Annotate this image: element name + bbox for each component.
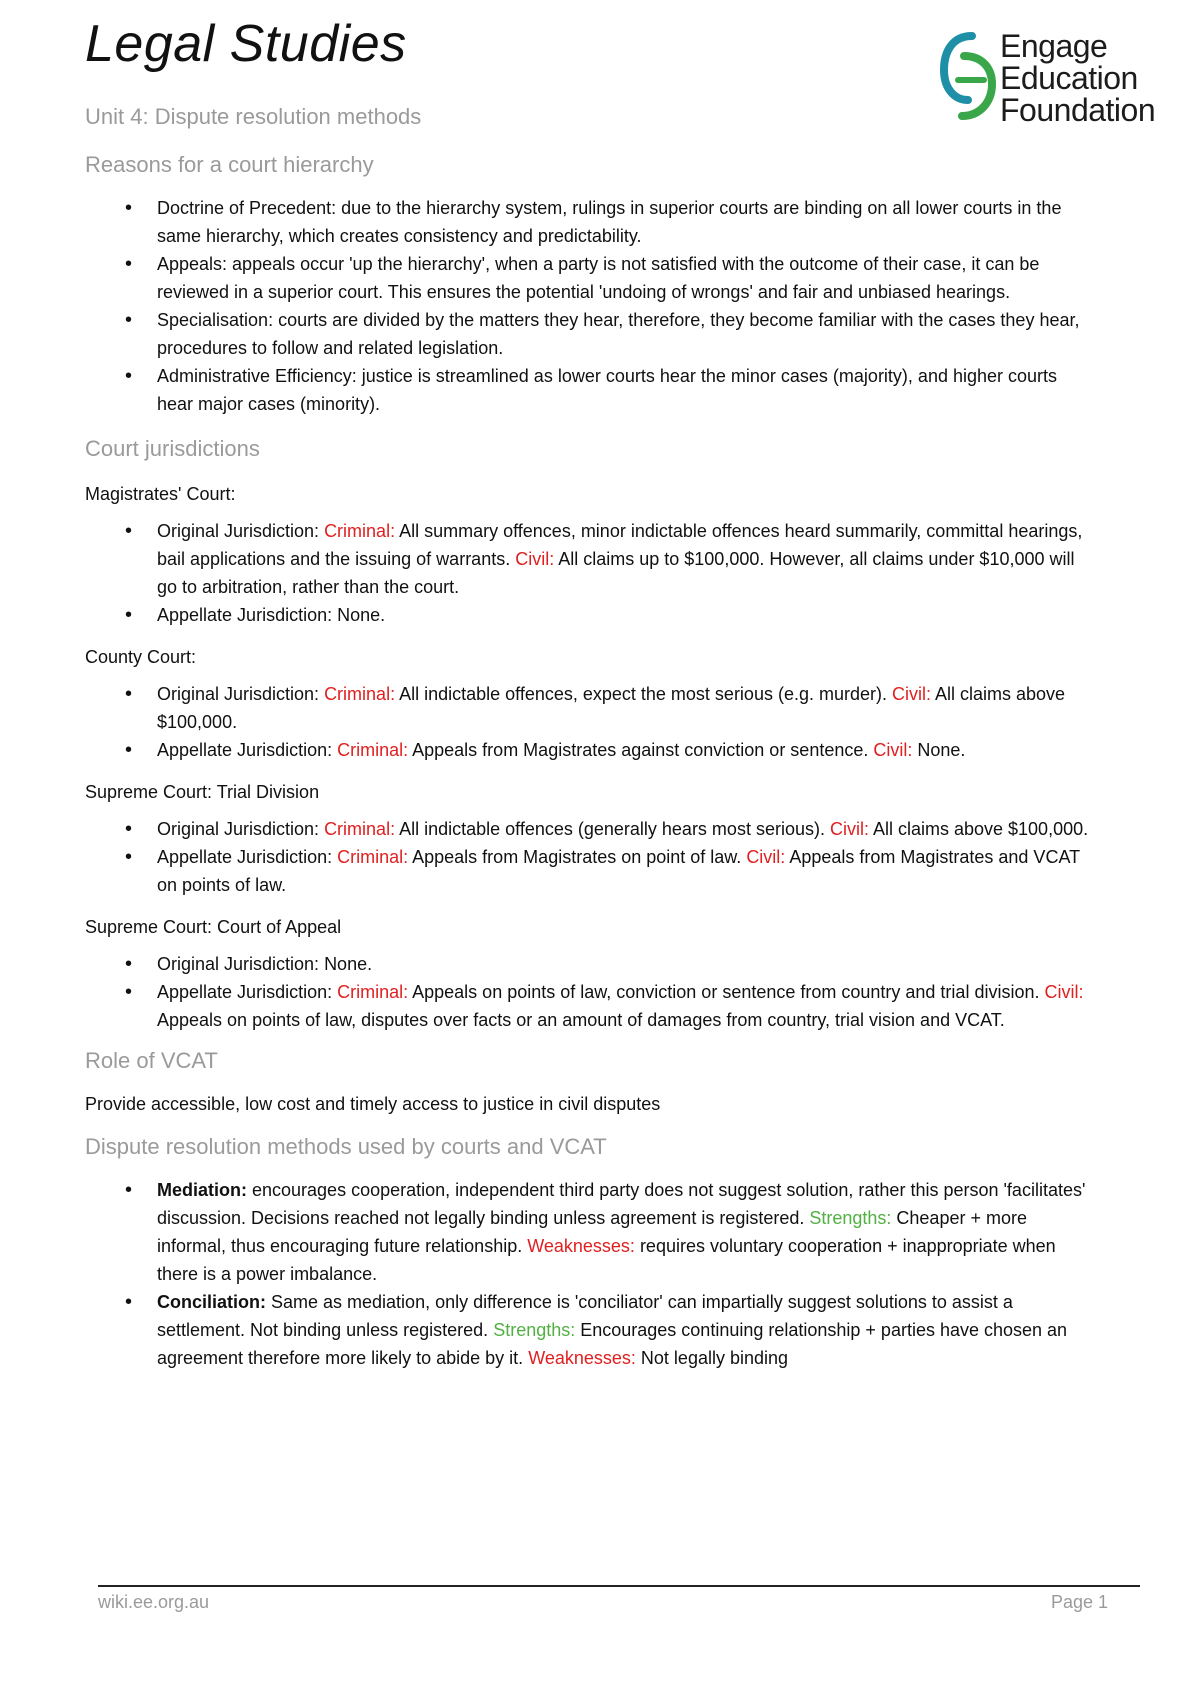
item-text: Appeals on points of law, disputes over facts or an amount of damages from country, trial vision and VCAT. xyxy=(157,1010,1005,1030)
county-list xyxy=(85,680,1095,764)
list-item: • Appellate Jurisdiction: None. xyxy=(85,601,1095,629)
item-text: requires voluntary cooperation + inappropriate when there is a power imbalance. xyxy=(157,1236,1056,1284)
court-label-magistrates: Magistrates' Court: xyxy=(85,484,236,504)
item-text: All indictable offences, expect the most serious (e.g. murder). xyxy=(395,684,892,704)
item-text: All claims above $100,000. xyxy=(157,684,1066,732)
item-text: All summary offences, minor indictable offences heard summarily, committal hearings, bail applications and the issuing of warrants. xyxy=(157,521,1083,569)
item-text: Appeals from Magistrates on point of law. xyxy=(408,847,747,867)
item-text: Cheaper + more informal, thus encouraging future relationship. xyxy=(157,1208,1027,1256)
logo-wordmark xyxy=(1000,30,1155,126)
criminal-label: Criminal: xyxy=(337,740,409,760)
magistrates-list xyxy=(85,517,1095,629)
civil-label: Civil: xyxy=(746,847,786,867)
item-text: Encourages continuing relationship + parties have chosen an agreement therefore more likely to abide by it. xyxy=(157,1320,1068,1368)
item-text: Appeals on points of law, conviction or sentence from country and trial division. xyxy=(408,982,1045,1002)
item-text: Not legally binding xyxy=(635,1348,789,1368)
court-label-supreme-trial: Supreme Court: Trial Division xyxy=(85,782,320,802)
list-item: • Administrative Efficiency: justice is streamlined as lower courts hear the minor cases (majority), and higher courts hear major cases (minority). xyxy=(85,362,1095,418)
section-heading-jurisdictions: Court jurisdictions xyxy=(85,436,260,461)
weaknesses-label: Weaknesses: xyxy=(528,1348,636,1368)
page-number: Page 1 xyxy=(1050,1592,1108,1612)
item-text: All indictable offences (generally hears most serious). xyxy=(395,819,830,839)
logo-line: Engage xyxy=(1000,28,1108,64)
civil-label: Civil: xyxy=(829,819,869,839)
item-text: Original Jurisdiction: xyxy=(157,521,325,541)
item-text: All claims up to $100,000. However, all claims under $10,000 will go to arbitration, rather than the court. xyxy=(157,549,1075,597)
document-title: Legal Studies xyxy=(85,15,407,73)
list-item xyxy=(85,815,1095,843)
criminal-label: Criminal: xyxy=(324,819,396,839)
list-item xyxy=(85,843,1095,899)
item-text: encourages cooperation, independent third party does not suggest solution, rather this person 'facilitates' discussion. Decisions reached not legally binding unless agreement is registered. xyxy=(157,1180,1086,1228)
item-text: None. xyxy=(912,740,966,760)
supreme-trial-list xyxy=(85,815,1095,899)
weaknesses-label: Weaknesses: xyxy=(527,1236,635,1256)
document-body xyxy=(85,152,1095,1384)
item-text: Appellate Jurisdiction: xyxy=(157,847,338,867)
logo-line: Foundation xyxy=(1000,92,1156,128)
item-text: Original Jurisdiction: xyxy=(157,684,325,704)
item-text: Original Jurisdiction: xyxy=(157,819,325,839)
item-text: Appeals from Magistrates and VCAT on points of law. xyxy=(157,847,1080,895)
list-item xyxy=(85,1288,1095,1372)
logo-mark-icon xyxy=(938,30,998,122)
criminal-label: Criminal: xyxy=(337,847,409,867)
list-item xyxy=(85,1176,1095,1288)
court-label-county: County Court: xyxy=(85,647,197,667)
methods-list xyxy=(85,1176,1095,1372)
list-item xyxy=(85,680,1095,736)
method-term: Conciliation: xyxy=(157,1292,266,1312)
hierarchy-list xyxy=(85,194,1095,418)
footer-url: wiki.ee.org.au xyxy=(98,1592,210,1612)
strengths-label: Strengths: xyxy=(809,1208,892,1228)
list-item xyxy=(85,978,1095,1034)
logo-line: Education xyxy=(1000,60,1138,96)
civil-label: Civil: xyxy=(515,549,555,569)
item-text: Same as mediation, only difference is 'conciliator' can impartially suggest solutions to assist a settlement. Not binding unless registered. xyxy=(157,1292,1013,1340)
item-text: Appellate Jurisdiction: xyxy=(157,982,338,1002)
civil-label: Civil: xyxy=(892,684,931,704)
item-text: Appellate Jurisdiction: xyxy=(157,740,338,760)
strengths-label: Strengths: xyxy=(493,1320,576,1340)
vcat-text: Provide accessible, low cost and timely access to justice in civil disputes xyxy=(85,1094,661,1114)
list-item: • Doctrine of Precedent: due to the hierarchy system, rulings in superior courts are binding on all lower courts in the same hierarchy, which creates consistency and predictability. xyxy=(85,194,1095,250)
criminal-label: Criminal: xyxy=(337,982,409,1002)
section-heading-hierarchy: Reasons for a court hierarchy xyxy=(85,152,374,177)
footer-divider xyxy=(98,1585,1140,1587)
list-item: • Original Jurisdiction: None. xyxy=(85,950,1095,978)
engage-education-logo xyxy=(938,30,1178,130)
item-text: All claims above $100,000. xyxy=(868,819,1089,839)
list-item: • Specialisation: courts are divided by the matters they hear, therefore, they become familiar with the cases they hear, procedures to follow and related legislation. xyxy=(85,306,1095,362)
document-subtitle: Unit 4: Dispute resolution methods xyxy=(85,104,422,129)
criminal-label: Criminal: xyxy=(324,521,396,541)
item-text: Appeals from Magistrates against conviction or sentence. xyxy=(408,740,874,760)
list-item: • Appeals: appeals occur 'up the hierarchy', when a party is not satisfied with the outcome of their case, it can be reviewed in a superior court. This ensures the potential 'undoing of wrongs' and fair and unbiased hearings. xyxy=(85,250,1095,306)
section-heading-vcat: Role of VCAT xyxy=(85,1048,218,1073)
list-item xyxy=(85,517,1095,601)
court-label-supreme-appeal: Supreme Court: Court of Appeal xyxy=(85,917,342,937)
section-heading-methods: Dispute resolution methods used by courts and VCAT xyxy=(85,1134,607,1159)
civil-label: Civil: xyxy=(873,740,913,760)
civil-label: Civil: xyxy=(1044,982,1084,1002)
criminal-label: Criminal: xyxy=(324,684,396,704)
list-item xyxy=(85,736,1095,764)
method-term: Mediation: xyxy=(157,1180,247,1200)
supreme-appeal-list xyxy=(85,950,1095,1034)
